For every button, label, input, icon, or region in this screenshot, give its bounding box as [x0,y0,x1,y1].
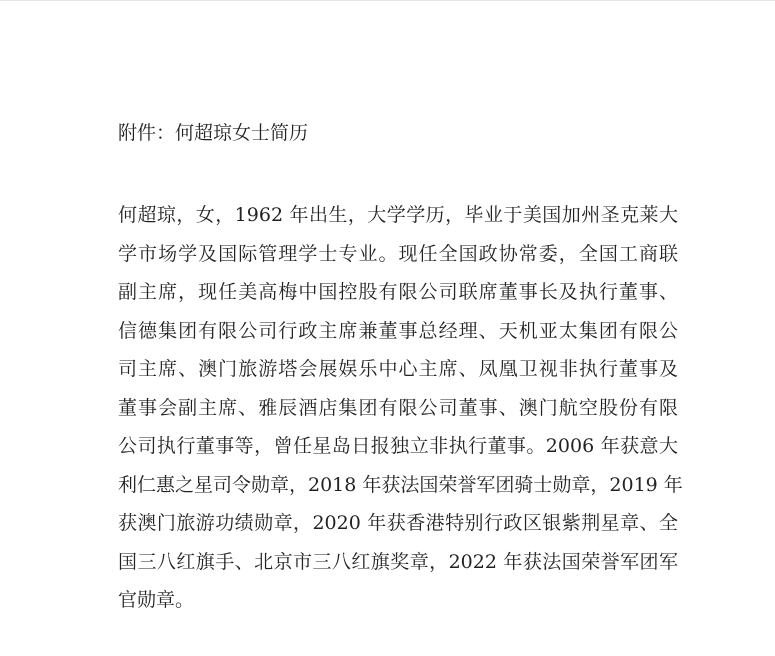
attachment-title: 附件：何超琼女士简历 [118,122,309,144]
bio-line: 学市场学及国际管理学士专业。现任全国政协常委，全国工商联 [118,242,678,265]
bio-line: 获澳门旅游功绩勋章，2020 年获香港特别行政区银紫荆星章、全 [118,512,678,534]
biography-paragraph [118,196,683,620]
top-divider [0,0,775,1]
bio-line: 国三八红旗手、北京市三八红旗奖章，2022 年获法国荣誉军团军 [118,550,678,573]
bio-line: 利仁惠之星司令勋章，2018 年获法国荣誉军团骑士勋章，2019 年 [118,473,683,496]
bio-line: 官勋章。 [118,589,195,611]
bio-line: 何超琼，女，1962 年出生，大学学历，毕业于美国加州圣克莱大 [118,204,678,226]
bio-line: 董事会副主席、雅辰酒店集团有限公司董事、澳门航空股份有限 [118,396,678,419]
bio-line: 信德集团有限公司行政主席兼董事总经理、天机亚太集团有限公 [118,319,678,342]
bio-line: 公司执行董事等，曾任星岛日报独立非执行董事。2006 年获意大 [118,435,678,457]
bio-line: 副主席，现任美高梅中国控股有限公司联席董事长及执行董事、 [118,281,678,303]
bio-line: 司主席、澳门旅游塔会展娱乐中心主席、凤凰卫视非执行董事及 [118,358,678,380]
